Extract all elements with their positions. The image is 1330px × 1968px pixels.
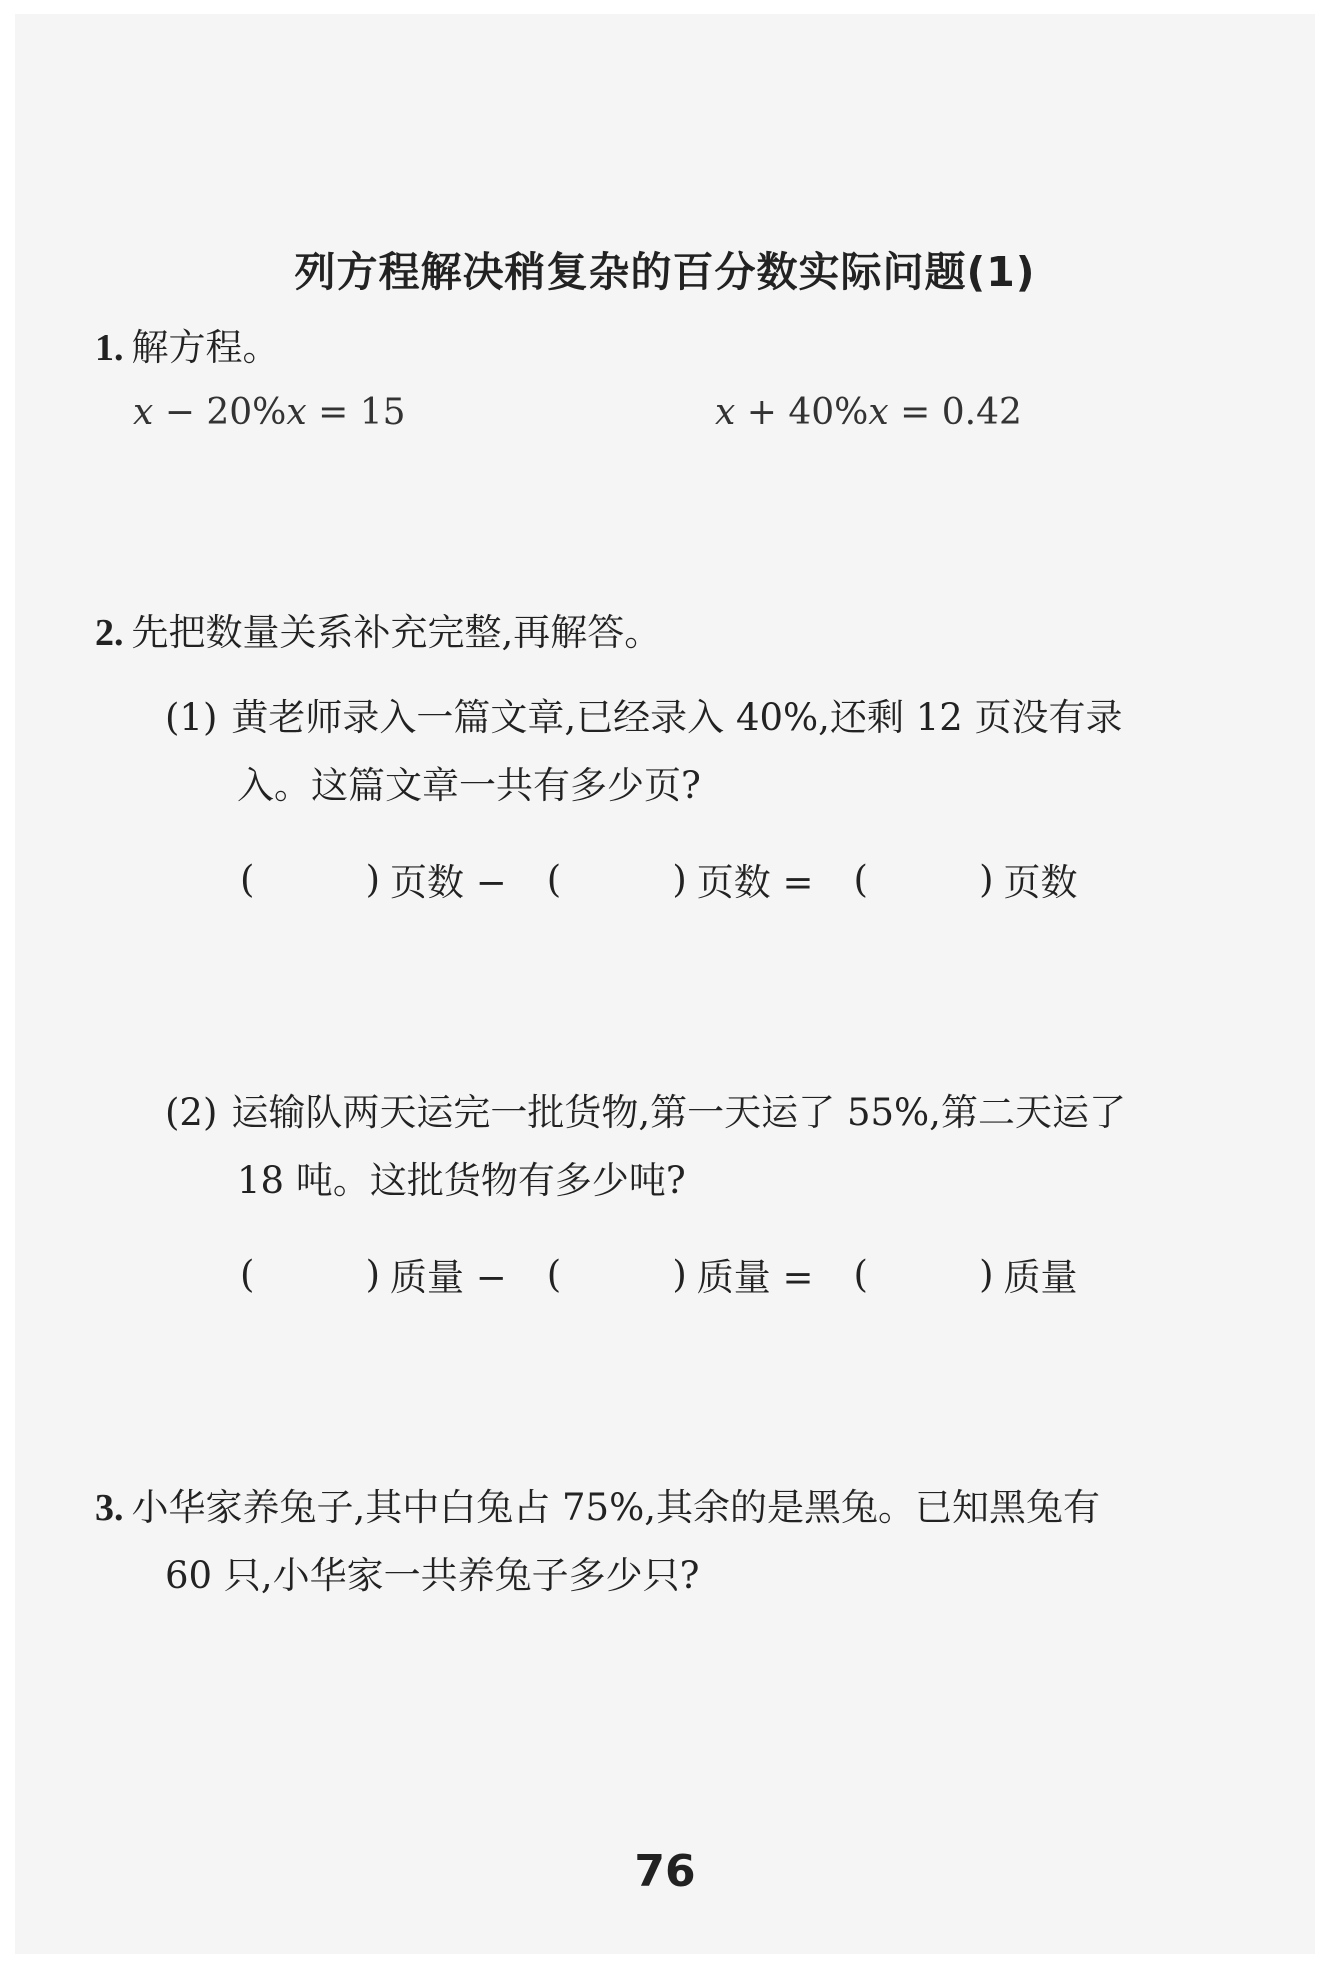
equation-2-var-a: x [715, 392, 736, 433]
question-2-sub-2 [165, 1079, 1126, 1147]
question-2-text: 先把数量关系补充完整,再解答。 [131, 611, 662, 654]
question-1-number: 1. [95, 327, 124, 369]
question-2 [95, 599, 661, 667]
question-3-line-2: 60 只,小华家一共养兔子多少只? [165, 1554, 700, 1597]
question-3 [95, 1474, 1100, 1542]
blank-1-2[interactable]: ( ) [546, 857, 687, 901]
question-2-sub-1 [165, 684, 1123, 752]
sub-1-line-2: 入。这篇文章一共有多少页? [237, 764, 701, 807]
equation-1-var-a: x [133, 392, 154, 433]
blank-2-1-label: 质量 − [390, 1256, 507, 1299]
sub-2-tag: (2) [165, 1091, 218, 1134]
question-1 [95, 314, 280, 382]
question-2-number: 2. [95, 612, 124, 654]
blank-1-3-label: 页数 [1003, 861, 1078, 904]
blank-1-3[interactable]: ( ) [853, 857, 994, 901]
blank-1-1[interactable]: ( ) [240, 857, 380, 901]
sub-1-relation [240, 852, 1078, 906]
blank-1-2-label: 页数 = [696, 861, 814, 904]
blank-2-1[interactable]: ( ) [240, 1252, 380, 1296]
equation-2 [715, 392, 1022, 433]
sub-2-line-2: 18 吨。这批货物有多少吨? [237, 1159, 686, 1202]
sub-2-relation [240, 1247, 1078, 1301]
page-number: 76 [634, 1846, 696, 1897]
equation-1-rhs: = 15 [306, 392, 406, 433]
equation-2-middle: + 40% [735, 392, 869, 433]
equation-2-rhs: = 0.42 [888, 392, 1022, 433]
worksheet-page [15, 14, 1315, 1954]
blank-2-2[interactable]: ( ) [546, 1252, 687, 1296]
sub-2-line-1: 运输队两天运完一批货物,第一天运了 55%,第二天运了 [231, 1091, 1126, 1134]
sub-1-tag: (1) [165, 696, 218, 739]
page-title: 列方程解决稍复杂的百分数实际问题(1) [294, 248, 1036, 296]
equation-1-var-b: x [286, 392, 307, 433]
blank-2-3-label: 质量 [1003, 1256, 1078, 1299]
blank-1-1-label: 页数 − [390, 861, 507, 904]
equation-2-var-b: x [868, 392, 889, 433]
blank-2-3[interactable]: ( ) [853, 1252, 994, 1296]
equation-1 [133, 392, 406, 433]
sub-1-line-1: 黄老师录入一篇文章,已经录入 40%,还剩 12 页没有录 [231, 696, 1123, 739]
question-3-number: 3. [95, 1487, 124, 1529]
question-3-line-1: 小华家养兔子,其中白兔占 75%,其余的是黑兔。已知黑兔有 [131, 1486, 1101, 1529]
equation-1-middle: − 20% [153, 392, 287, 433]
question-1-text: 解方程。 [131, 326, 280, 369]
blank-2-2-label: 质量 = [696, 1256, 814, 1299]
